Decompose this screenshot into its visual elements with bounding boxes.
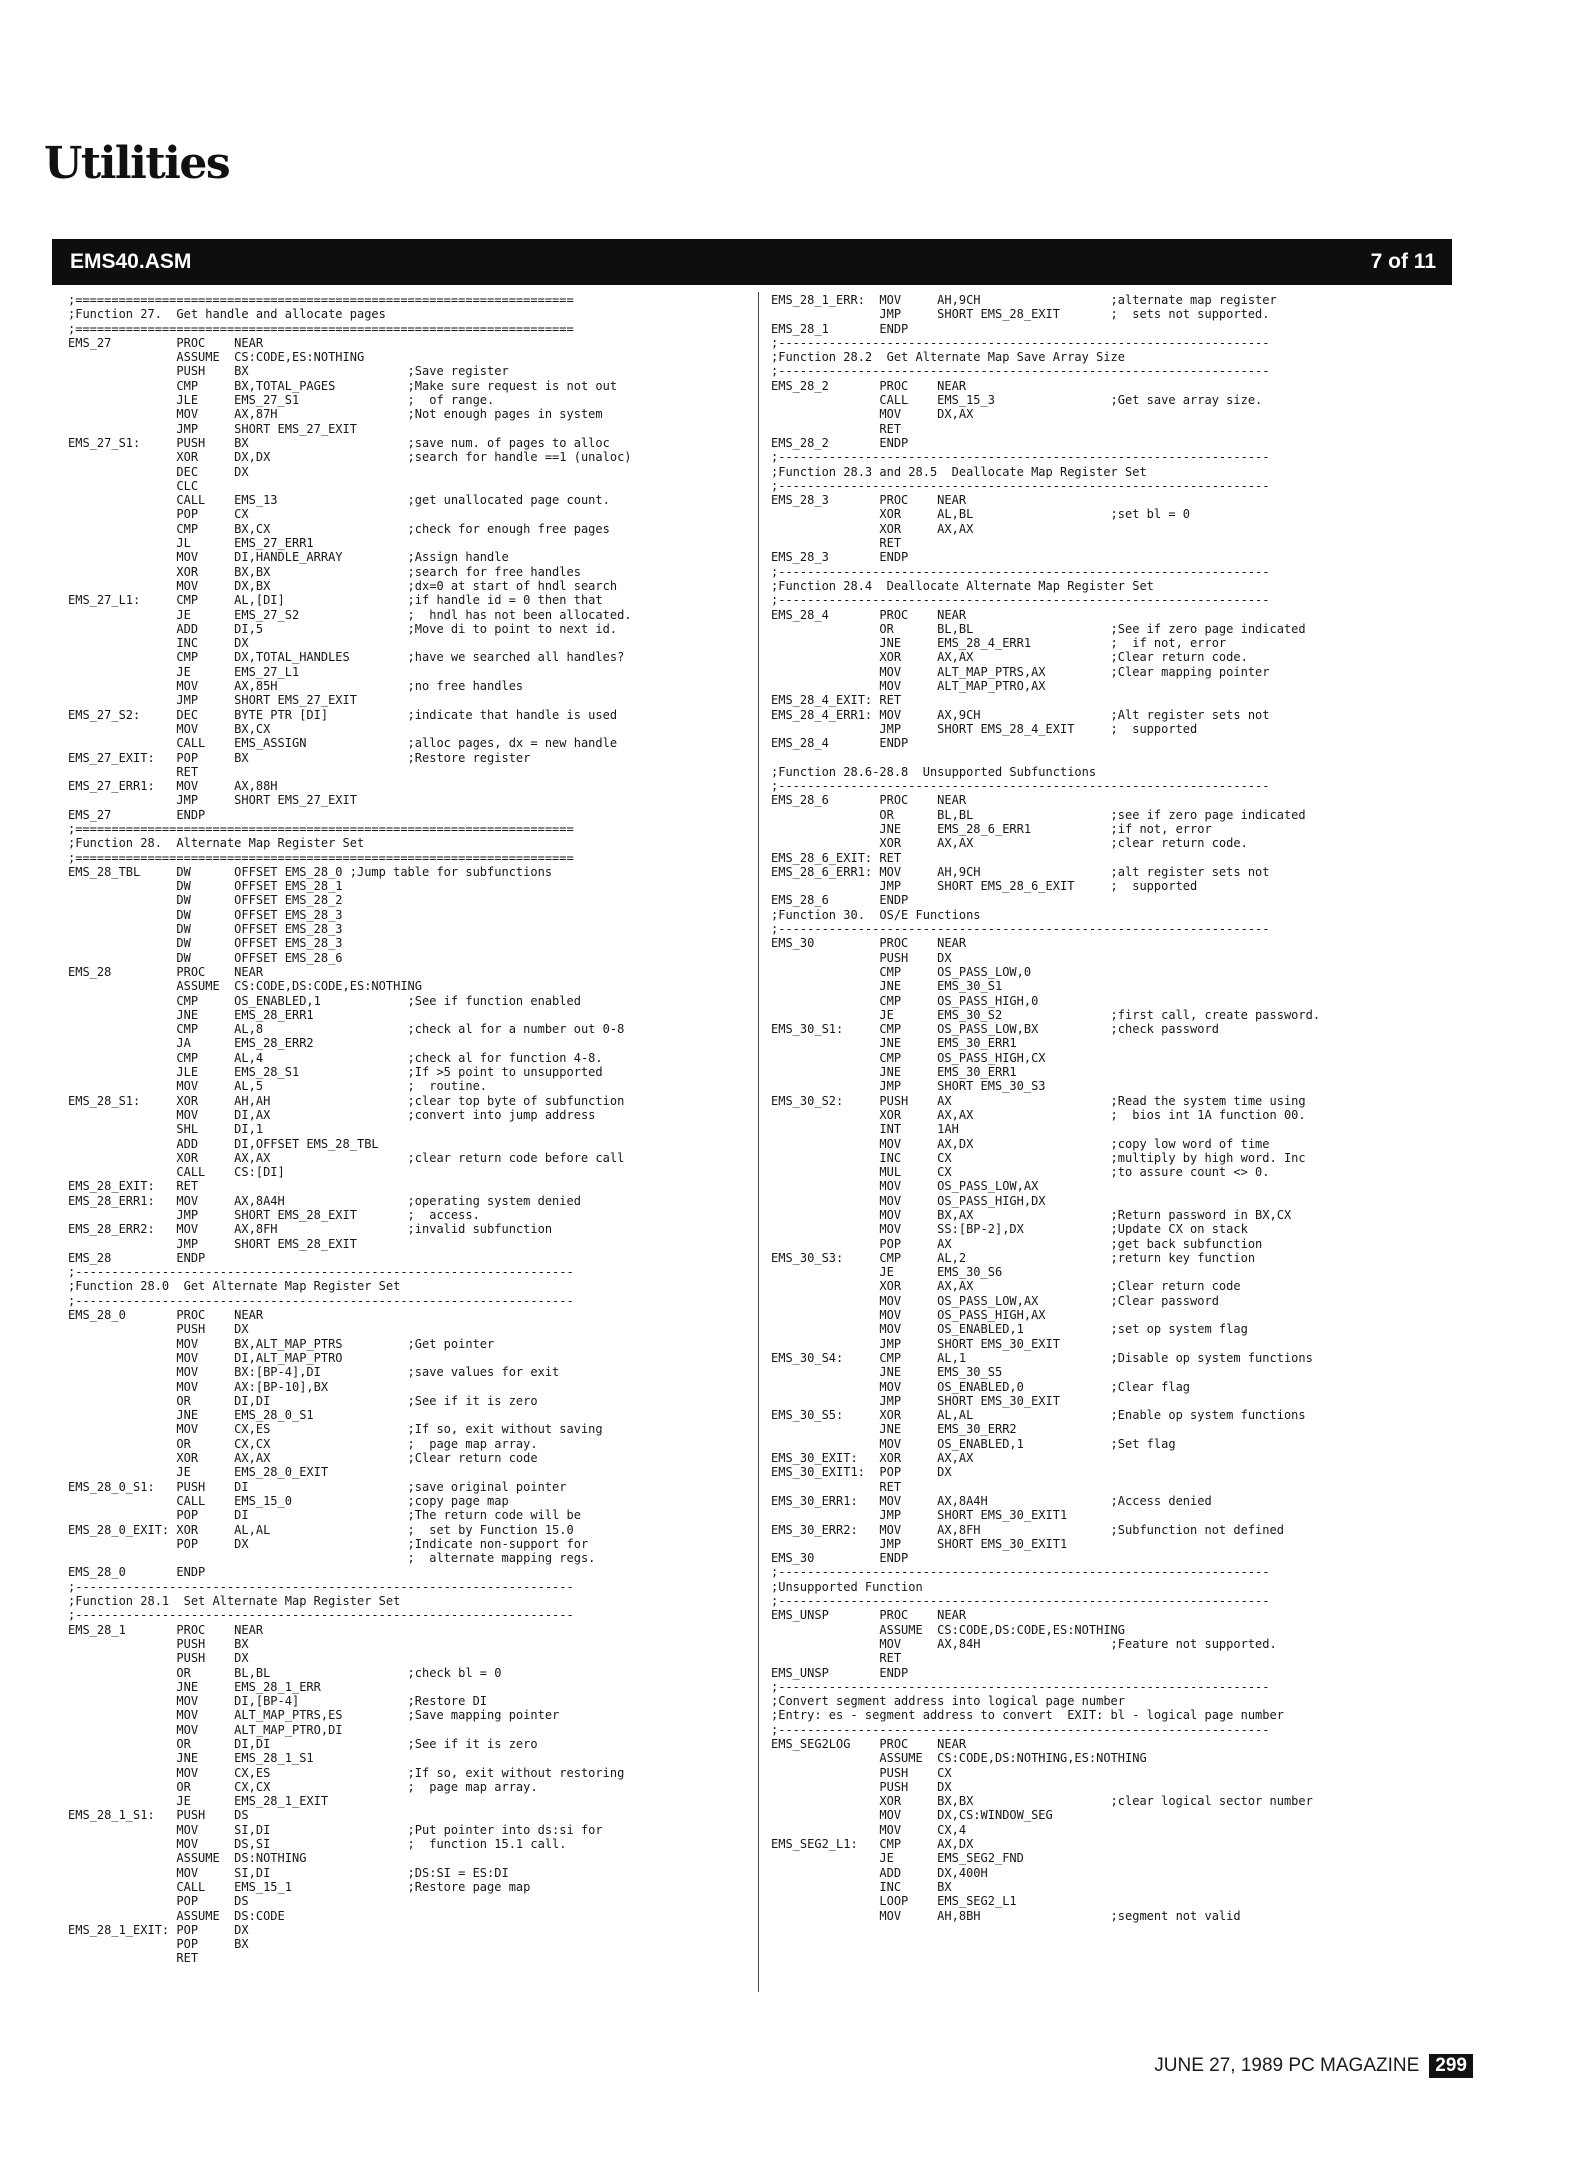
- code-line: JL EMS_27_ERR1: [68, 536, 314, 551]
- code-line: JNE EMS_28_1_ERR: [68, 1679, 321, 1694]
- code-line: EMS_28_3 ENDP: [771, 550, 909, 565]
- code-line: MOV ALT_MAP_PTRS,ES ;Save mapping pointer: [68, 1708, 560, 1723]
- code-line: XOR AX,AX ; bios int 1A function 00.: [771, 1107, 1306, 1122]
- code-line: DW OFFSET EMS_28_3: [68, 922, 343, 937]
- code-line: ;Function 30. OS/E Functions: [771, 907, 981, 922]
- code-line: MOV DX,AX: [771, 407, 974, 422]
- code-line: JMP SHORT EMS_28_4_EXIT ; supported: [771, 721, 1198, 736]
- code-line: EMS_28_6 ENDP: [771, 893, 909, 908]
- code-line: EMS_28_6 PROC NEAR: [771, 793, 967, 808]
- code-line: JNE EMS_28_4_ERR1 ; if not, error: [771, 636, 1227, 651]
- code-line: MOV ALT_MAP_PTRO,AX: [771, 679, 1046, 694]
- code-line: MOV OS_ENABLED,0 ;Clear flag: [771, 1379, 1191, 1394]
- code-line: ;=====================================================================: [68, 293, 574, 307]
- code-line: MOV AX,DX ;copy low word of time: [771, 1136, 1270, 1151]
- code-line: MOV DX,CS:WINDOW_SEG: [771, 1808, 1053, 1823]
- code-line: JMP SHORT EMS_28_EXIT ; access.: [68, 1208, 480, 1222]
- code-line: CMP OS_PASS_HIGH,CX: [771, 1050, 1046, 1065]
- code-line: EMS_28_6_ERR1: MOV AH,9CH ;alt register sets not: [771, 864, 1270, 879]
- code-line: EMS_28_3 PROC NEAR: [771, 493, 967, 508]
- code-line: LOOP EMS_SEG2_L1: [771, 1894, 1017, 1909]
- code-line: EMS_UNSP PROC NEAR: [771, 1608, 967, 1623]
- code-line: JE EMS_30_S2 ;first call, create password.: [771, 1007, 1321, 1022]
- code-line: EMS_28_1 ENDP: [771, 321, 909, 336]
- code-line: MOV CX,ES ;If so, exit without restoring: [68, 1765, 625, 1780]
- code-line: PUSH CX: [771, 1765, 952, 1780]
- code-line: XOR BX,BX ;clear logical sector number: [771, 1794, 1313, 1809]
- code-line: EMS_30_ERR1: MOV AX,8A4H ;Access denied: [771, 1493, 1212, 1508]
- code-line: DW OFFSET EMS_28_6: [68, 950, 343, 965]
- listing-column-right: [771, 293, 1491, 1993]
- code-line: ;---------------------------------------------------------------------: [68, 1293, 574, 1308]
- code-line: MOV BX,ALT_MAP_PTRS ;Get pointer: [68, 1336, 495, 1351]
- code-line: MOV DS,SI ; function 15.1 call.: [68, 1837, 567, 1852]
- code-line: MOV OS_PASS_LOW,AX: [771, 1179, 1039, 1194]
- code-line: ;--------------------------------------------------------------------: [771, 1565, 1270, 1580]
- code-line: MOV OS_ENABLED,1 ;set op system flag: [771, 1322, 1248, 1337]
- code-line: XOR DX,DX ;search for handle ==1 (unaloc): [68, 450, 632, 465]
- code-line: CMP DX,TOTAL_HANDLES ;have we searched all handles?: [68, 650, 625, 665]
- code-line: ;--------------------------------------------------------------------: [771, 1722, 1270, 1737]
- code-line: [771, 751, 1491, 765]
- code-line: EMS_28_0_S1: PUSH DI ;save original pointer: [68, 1479, 567, 1494]
- code-line: EMS_30 PROC NEAR: [771, 936, 967, 951]
- code-line: JNE EMS_28_ERR1: [68, 1007, 314, 1022]
- code-line: JE EMS_30_S6: [771, 1265, 1003, 1280]
- code-line: ;Unsupported Function: [771, 1579, 923, 1594]
- code-line: POP CX: [68, 507, 249, 522]
- code-line: MOV DI,ALT_MAP_PTRO: [68, 1350, 343, 1365]
- code-line: MOV ALT_MAP_PTRS,AX ;Clear mapping pointer: [771, 664, 1270, 679]
- code-line: MOV OS_PASS_HIGH,DX: [771, 1193, 1046, 1208]
- code-line: ASSUME DS:CODE: [68, 1908, 285, 1923]
- code-line: EMS_27 PROC NEAR: [68, 335, 264, 350]
- code-line: EMS_30_S5: XOR AL,AL ;Enable op system functions: [771, 1408, 1306, 1423]
- code-line: MOV DI,[BP-4] ;Restore DI: [68, 1694, 488, 1709]
- code-line: ;--------------------------------------------------------------------: [771, 1594, 1270, 1609]
- code-line: MOV AX:[BP-10],BX: [68, 1379, 329, 1394]
- code-line: XOR AX,AX ;clear return code before call: [68, 1150, 625, 1165]
- code-line: ASSUME CS:CODE,DS:CODE,ES:NOTHING: [771, 1622, 1126, 1637]
- code-line: EMS_SEG2_L1: CMP AX,DX: [771, 1837, 974, 1852]
- code-line: PUSH BX ;Save register: [68, 364, 509, 379]
- code-line: ;--------------------------------------------------------------------: [771, 922, 1270, 937]
- code-line: EMS_28_ERR2: MOV AX,8FH ;invalid subfunction: [68, 1222, 553, 1237]
- code-line: ADD DI,OFFSET EMS_28_TBL: [68, 1136, 379, 1151]
- code-line: CMP OS_PASS_HIGH,0: [771, 993, 1039, 1008]
- code-line: MOV ALT_MAP_PTRO,DI: [68, 1722, 343, 1737]
- code-line: ADD DX,400H: [771, 1865, 988, 1880]
- code-line: EMS_28_TBL DW OFFSET EMS_28_0 ;Jump table for subfunctions: [68, 864, 553, 879]
- code-line: CALL EMS_ASSIGN ;alloc pages, dx = new handle: [68, 736, 618, 751]
- code-line: EMS_27_S1: PUSH BX ;save num. of pages to alloc: [68, 435, 610, 450]
- code-line: OR CX,CX ; page map array.: [68, 1779, 538, 1794]
- code-line: RET: [771, 421, 902, 436]
- code-line: EMS_28_1 PROC NEAR: [68, 1622, 264, 1637]
- code-line: ;Entry: es - segment address to convert EXIT: bl - logical page number: [771, 1708, 1284, 1723]
- code-line: MOV AX,87H ;Not enough pages in system: [68, 407, 603, 422]
- code-line: JMP SHORT EMS_27_EXIT: [68, 793, 357, 808]
- code-line: JMP SHORT EMS_30_EXIT: [771, 1336, 1060, 1351]
- code-line: JE EMS_28_1_EXIT: [68, 1794, 329, 1809]
- code-line: EMS_28_1_ERR: MOV AH,9CH ;alternate map register: [771, 293, 1277, 307]
- code-line: EMS_28 PROC NEAR: [68, 964, 264, 979]
- code-line: JLE EMS_27_S1 ; of range.: [68, 393, 495, 408]
- code-line: INC BX: [771, 1879, 952, 1894]
- listing-column-left: [68, 293, 748, 1993]
- code-line: EMS_30_S3: CMP AL,2 ;return key function: [771, 1250, 1256, 1265]
- code-line: EMS_28_1_S1: PUSH DS: [68, 1808, 249, 1823]
- code-line: JMP SHORT EMS_30_EXIT: [771, 1393, 1060, 1408]
- code-line: JLE EMS_28_S1 ;If >5 point to unsupported: [68, 1065, 603, 1080]
- code-line: XOR AX,AX ;clear return code.: [771, 836, 1248, 851]
- page-footer: [1154, 2054, 1473, 2080]
- code-line: CMP AL,4 ;check al for function 4-8.: [68, 1050, 603, 1065]
- code-line: EMS_28_1_EXIT: POP DX: [68, 1922, 249, 1937]
- code-line: ;Function 28.6-28.8 Unsupported Subfunctions: [771, 764, 1097, 779]
- column-divider: [758, 292, 759, 1992]
- code-line: ;--------------------------------------------------------------------: [771, 593, 1270, 608]
- code-line: ASSUME CS:CODE,DS:NOTHING,ES:NOTHING: [771, 1751, 1147, 1766]
- code-line: JNE EMS_30_ERR2: [771, 1422, 1017, 1437]
- code-line: CALL EMS_15_0 ;copy page map: [68, 1493, 509, 1508]
- code-line: MOV SI,DI ;Put pointer into ds:si for: [68, 1822, 603, 1837]
- listing-header-bar: [52, 239, 1452, 285]
- code-line: EMS_28_EXIT: RET: [68, 1179, 199, 1194]
- code-line: EMS_30_S1: CMP OS_PASS_LOW,BX ;check password: [771, 1022, 1219, 1037]
- code-line: EMS_28_4 ENDP: [771, 736, 909, 751]
- code-line: POP DI ;The return code will be: [68, 1508, 581, 1523]
- code-line: ; alternate mapping regs.: [68, 1551, 596, 1566]
- code-line: ASSUME CS:CODE,ES:NOTHING: [68, 350, 365, 365]
- code-line: ;Function 28.4 Deallocate Alternate Map Register Set: [771, 578, 1154, 593]
- code-line: EMS_27_S2: DEC BYTE PTR [DI] ;indicate that handle is used: [68, 707, 618, 722]
- code-line: INC CX ;multiply by high word. Inc: [771, 1150, 1306, 1165]
- code-line: MOV AL,5 ; routine.: [68, 1079, 488, 1094]
- code-line: JNE EMS_30_ERR1: [771, 1036, 1017, 1051]
- code-line: INT 1AH: [771, 1122, 959, 1137]
- code-line: EMS_28 ENDP: [68, 1250, 206, 1265]
- code-line: CMP BX,CX ;check for enough free pages: [68, 521, 610, 536]
- code-line: ;Function 28. Alternate Map Register Set: [68, 836, 365, 851]
- code-line: ;=====================================================================: [68, 850, 574, 865]
- code-line: RET: [771, 536, 902, 551]
- code-line: EMS_27_ERR1: MOV AX,88H: [68, 779, 278, 794]
- code-line: JMP SHORT EMS_28_EXIT ; sets not supported.: [771, 307, 1270, 322]
- code-line: CALL EMS_15_3 ;Get save array size.: [771, 393, 1263, 408]
- code-line: JE EMS_27_S2 ; hndl has not been allocated.: [68, 607, 632, 622]
- code-line: EMS_28_0_EXIT: XOR AL,AL ; set by Function 15.0: [68, 1522, 574, 1537]
- code-line: EMS_28_S1: XOR AH,AH ;clear top byte of subfunction: [68, 1093, 625, 1108]
- code-line: OR BL,BL ;See if zero page indicated: [771, 621, 1306, 636]
- code-line: JMP SHORT EMS_27_EXIT: [68, 421, 357, 436]
- code-line: CALL EMS_15_1 ;Restore page map: [68, 1879, 531, 1894]
- code-line: JNE EMS_28_6_ERR1 ;if not, error: [771, 821, 1212, 836]
- code-line: JNE EMS_28_0_S1: [68, 1408, 314, 1423]
- code-line: MOV AH,8BH ;segment not valid: [771, 1908, 1241, 1923]
- code-line: EMS_30_ERR2: MOV AX,8FH ;Subfunction not defined: [771, 1522, 1284, 1537]
- code-line: POP DS: [68, 1894, 249, 1909]
- listing-title: EMS40.ASM: [70, 250, 192, 273]
- code-line: EMS_30_EXIT: XOR AX,AX: [771, 1451, 974, 1466]
- code-line: ;--------------------------------------------------------------------: [771, 1679, 1270, 1694]
- code-line: RET: [771, 1479, 902, 1494]
- code-line: EMS_28_ERR1: MOV AX,8A4H ;operating system denied: [68, 1193, 581, 1208]
- code-line: JMP SHORT EMS_28_EXIT: [68, 1236, 357, 1251]
- code-line: PUSH DX: [68, 1322, 249, 1337]
- code-line: ;--------------------------------------------------------------------: [771, 564, 1270, 579]
- code-line: XOR AX,AX: [771, 521, 974, 536]
- code-line: CALL EMS_13 ;get unallocated page count.: [68, 493, 610, 508]
- footer-text: JUNE 27, 1989 PC MAGAZINE: [1154, 2055, 1420, 2076]
- code-line: EMS_28_6_EXIT: RET: [771, 850, 902, 865]
- code-line: DEC DX: [68, 464, 249, 479]
- code-line: DW OFFSET EMS_28_3: [68, 907, 343, 922]
- code-line: JE EMS_28_0_EXIT: [68, 1465, 329, 1480]
- code-line: JNE EMS_28_1_S1: [68, 1751, 314, 1766]
- code-line: JMP SHORT EMS_30_EXIT1: [771, 1508, 1068, 1523]
- code-line: ;--------------------------------------------------------------------: [771, 779, 1270, 794]
- code-line: XOR BX,BX ;search for free handles: [68, 564, 581, 579]
- code-line: MOV AX,84H ;Feature not supported.: [771, 1636, 1277, 1651]
- code-line: PUSH DX: [771, 1779, 952, 1794]
- code-line: POP BX: [68, 1937, 249, 1952]
- code-line: SHL DI,1: [68, 1122, 264, 1137]
- code-line: EMS_30_S2: PUSH AX ;Read the system time using: [771, 1093, 1306, 1108]
- code-line: EMS_30_S4: CMP AL,1 ;Disable op system functions: [771, 1350, 1313, 1365]
- code-line: ;=====================================================================: [68, 821, 574, 836]
- code-line: ;Function 28.2 Get Alternate Map Save Array Size: [771, 350, 1126, 365]
- code-line: JE EMS_SEG2_FND: [771, 1851, 1024, 1866]
- code-line: MOV OS_PASS_LOW,AX ;Clear password: [771, 1293, 1219, 1308]
- code-line: ;--------------------------------------------------------------------: [771, 335, 1270, 350]
- code-line: OR CX,CX ; page map array.: [68, 1436, 538, 1451]
- code-line: PUSH BX: [68, 1636, 249, 1651]
- code-line: ;--------------------------------------------------------------------: [771, 478, 1270, 493]
- code-line: MOV OS_PASS_HIGH,AX: [771, 1308, 1046, 1323]
- code-line: PUSH DX: [68, 1651, 249, 1666]
- code-line: EMS_28_2 PROC NEAR: [771, 378, 967, 393]
- code-line: JMP SHORT EMS_30_S3: [771, 1079, 1046, 1094]
- listing-page-indicator: 7 of 11: [1370, 250, 1436, 273]
- code-line: ;Function 28.3 and 28.5 Deallocate Map Register Set: [771, 464, 1147, 479]
- code-line: ;Function 27. Get handle and allocate pages: [68, 307, 386, 322]
- code-line: JNE EMS_30_ERR1: [771, 1065, 1017, 1080]
- code-line: EMS_28_4 PROC NEAR: [771, 607, 967, 622]
- code-line: OR DI,DI ;See if it is zero: [68, 1393, 538, 1408]
- code-line: JMP SHORT EMS_28_6_EXIT ; supported: [771, 879, 1198, 894]
- code-line: EMS_SEG2LOG PROC NEAR: [771, 1736, 967, 1751]
- code-line: RET: [68, 1951, 199, 1966]
- code-line: XOR AX,AX ;Clear return code: [68, 1451, 538, 1466]
- code-line: ;=====================================================================: [68, 321, 574, 336]
- code-line: MOV BX,AX ;Return password in BX,CX: [771, 1208, 1292, 1222]
- code-line: ;---------------------------------------------------------------------: [68, 1265, 574, 1280]
- code-line: EMS_UNSP ENDP: [771, 1665, 909, 1680]
- code-line: CMP OS_PASS_LOW,0: [771, 964, 1032, 979]
- code-line: EMS_27 ENDP: [68, 807, 206, 822]
- code-line: MOV DI,AX ;convert into jump address: [68, 1107, 596, 1122]
- code-line: ;---------------------------------------------------------------------: [68, 1579, 574, 1594]
- code-line: ;Convert segment address into logical page number: [771, 1694, 1126, 1709]
- code-line: EMS_30_EXIT1: POP DX: [771, 1465, 952, 1480]
- code-line: EMS_27_L1: CMP AL,[DI] ;if handle id = 0 then that: [68, 593, 603, 608]
- code-line: XOR AX,AX ;Clear return code.: [771, 650, 1248, 665]
- code-line: MOV CX,4: [771, 1822, 967, 1837]
- section-title: Utilities: [44, 138, 230, 189]
- code-line: EMS_27_EXIT: POP BX ;Restore register: [68, 750, 531, 765]
- code-line: MOV BX,CX: [68, 721, 271, 736]
- code-line: ;--------------------------------------------------------------------: [771, 364, 1270, 379]
- code-line: MOV BX:[BP-4],DI ;save values for exit: [68, 1365, 560, 1380]
- code-line: JNE EMS_30_S5: [771, 1365, 1003, 1380]
- code-line: EMS_28_4_EXIT: RET: [771, 693, 902, 708]
- code-line: DW OFFSET EMS_28_3: [68, 936, 343, 951]
- code-line: MOV CX,ES ;If so, exit without saving: [68, 1422, 603, 1437]
- code-line: JMP SHORT EMS_30_EXIT1: [771, 1536, 1068, 1551]
- code-line: MOV DX,BX ;dx=0 at start of hndl search: [68, 578, 618, 593]
- code-line: INC DX: [68, 636, 249, 651]
- code-line: CLC: [68, 478, 199, 493]
- code-line: POP AX ;get back subfunction: [771, 1236, 1263, 1251]
- code-line: EMS_28_2 ENDP: [771, 435, 909, 450]
- code-line: CMP OS_ENABLED,1 ;See if function enabled: [68, 993, 581, 1008]
- code-line: ASSUME DS:NOTHING: [68, 1851, 307, 1866]
- code-line: CMP AL,8 ;check al for a number out 0-8: [68, 1022, 625, 1037]
- code-line: JNE EMS_30_S1: [771, 979, 1003, 994]
- code-line: MOV AX,85H ;no free handles: [68, 679, 524, 694]
- code-line: CALL CS:[DI]: [68, 1165, 285, 1180]
- code-line: EMS_28_0 PROC NEAR: [68, 1308, 264, 1323]
- code-line: OR DI,DI ;See if it is zero: [68, 1736, 538, 1751]
- code-line: PUSH DX: [771, 950, 952, 965]
- code-line: JMP SHORT EMS_27_EXIT: [68, 693, 357, 708]
- code-line: OR BL,BL ;check bl = 0: [68, 1665, 502, 1680]
- code-line: DW OFFSET EMS_28_2: [68, 893, 343, 908]
- code-line: ASSUME CS:CODE,DS:CODE,ES:NOTHING: [68, 979, 423, 994]
- code-line: MOV SI,DI ;DS:SI = ES:DI: [68, 1865, 509, 1880]
- code-line: ;Function 28.0 Get Alternate Map Register Set: [68, 1279, 401, 1294]
- code-line: ;---------------------------------------------------------------------: [68, 1608, 574, 1623]
- code-line: POP DX ;Indicate non-support for: [68, 1536, 589, 1551]
- code-line: ADD DI,5 ;Move di to point to next id.: [68, 621, 618, 636]
- code-line: MOV SS:[BP-2],DX ;Update CX on stack: [771, 1222, 1248, 1237]
- code-line: CMP BX,TOTAL_PAGES ;Make sure request is not out: [68, 378, 618, 393]
- code-line: MOV DI,HANDLE_ARRAY ;Assign handle: [68, 550, 509, 565]
- code-line: MUL CX ;to assure count <> 0.: [771, 1165, 1270, 1180]
- code-line: RET: [68, 764, 199, 779]
- code-line: ;Function 28.1 Set Alternate Map Register Set: [68, 1594, 401, 1609]
- code-line: DW OFFSET EMS_28_1: [68, 879, 343, 894]
- page-number: 299: [1429, 2054, 1473, 2078]
- code-line: OR BL,BL ;see if zero page indicated: [771, 807, 1306, 822]
- code-line: JE EMS_27_L1: [68, 664, 300, 679]
- code-line: ;--------------------------------------------------------------------: [771, 450, 1270, 465]
- code-line: EMS_28_4_ERR1: MOV AX,9CH ;Alt register sets not: [771, 707, 1270, 722]
- code-line: RET: [771, 1651, 902, 1666]
- code-line: XOR AX,AX ;Clear return code: [771, 1279, 1241, 1294]
- code-line: XOR AL,BL ;set bl = 0: [771, 507, 1191, 522]
- code-line: JA EMS_28_ERR2: [68, 1036, 314, 1051]
- code-line: EMS_28_0 ENDP: [68, 1565, 206, 1580]
- code-line: MOV OS_ENABLED,1 ;Set flag: [771, 1436, 1176, 1451]
- code-line: EMS_30 ENDP: [771, 1551, 909, 1566]
